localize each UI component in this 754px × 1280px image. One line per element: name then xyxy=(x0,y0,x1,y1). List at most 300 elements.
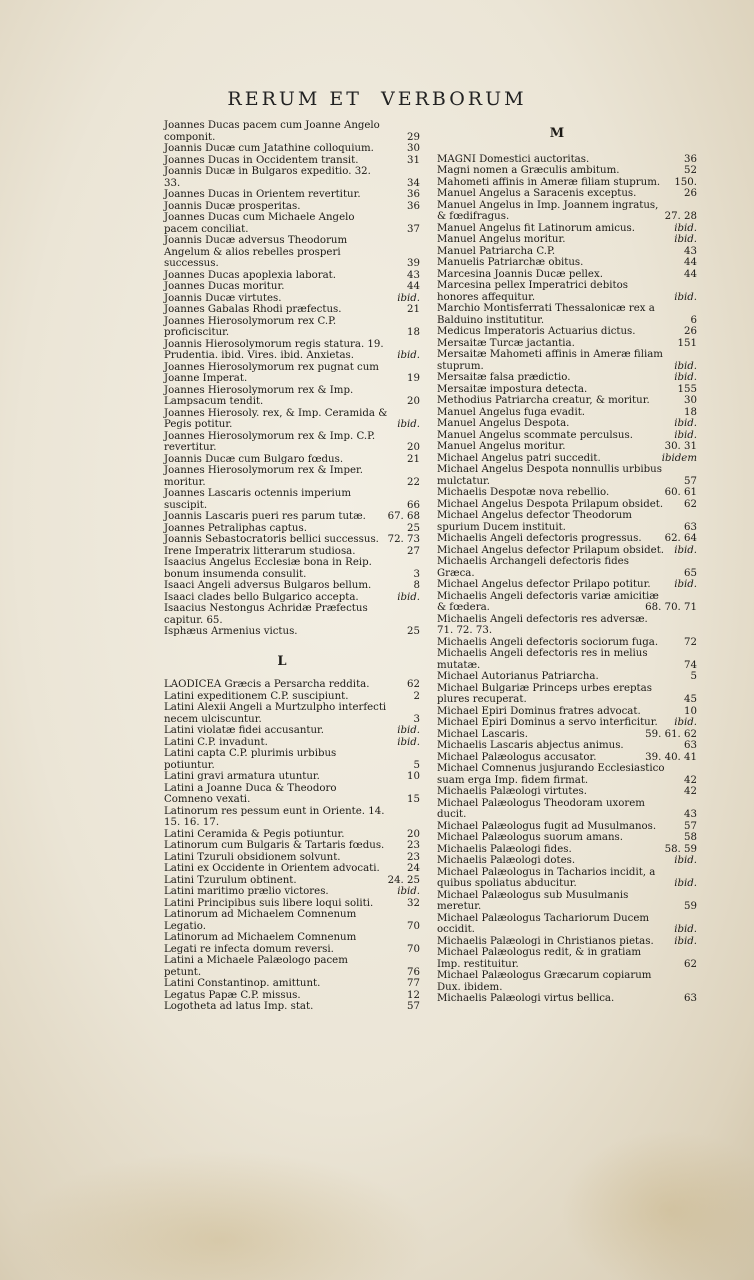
index-entry-page-ref: 70 xyxy=(407,943,420,955)
index-entry-text: Joannes Hierosolymorum rex C.P. proficiscitur. xyxy=(164,315,337,338)
index-entry-page-ref: ibid. xyxy=(674,579,697,590)
index-entry-text: Joannis Ducæ in Bulgaros expeditio. 32. 33. xyxy=(164,166,371,189)
index-entry xyxy=(164,511,420,523)
index-entry-page-ref: 36 xyxy=(684,153,697,165)
index-entry-text: Michaelis Angeli defectoris res in melius mutatæ. xyxy=(437,648,648,671)
index-entry xyxy=(437,821,697,833)
index-entry xyxy=(164,679,420,691)
index-entry-text: Michaelis Palæologi virtus bellica. xyxy=(437,993,615,1004)
index-entry xyxy=(164,120,420,143)
index-entry-page-ref: 42 xyxy=(684,774,697,786)
index-entry-page-ref: 5 xyxy=(413,759,420,771)
index-entry-page-ref: 43 xyxy=(684,245,697,257)
index-entry-page-ref: 18 xyxy=(407,327,420,338)
index-entry-page-ref: 15 xyxy=(407,794,420,805)
index-entry-text: Joannis Ducæ adversus Theodorum Angelum & alios rebelles prosperi successus. xyxy=(164,235,348,269)
index-entry xyxy=(164,155,420,167)
index-entry xyxy=(437,280,697,303)
index-entry-page-ref: 3 xyxy=(413,568,420,580)
index-entry-text: Joannis Ducæ prosperitas. xyxy=(164,200,301,212)
index-entry xyxy=(164,454,420,466)
index-entry xyxy=(164,909,420,932)
index-entry-page-ref: 72. 73 xyxy=(387,534,420,545)
index-entry-page-ref: 59 xyxy=(684,901,697,912)
index-entry-page-ref: 25 xyxy=(407,626,420,637)
index-entry-text: Joannes Ducas in Orientem revertitur. xyxy=(164,189,361,200)
index-entry-text: Latini ex Occidente in Orientem advocati. xyxy=(164,863,380,874)
index-entry xyxy=(164,270,420,282)
index-entry-text: Michael Palæologus Theodoram uxorem ducit. xyxy=(437,797,645,820)
index-entry-page-ref: 72 xyxy=(684,636,697,648)
index-entry-text: Latinorum ad Michaelem Comnenum Legati re infecta domum reversi. xyxy=(164,932,357,955)
index-entry-page-ref: 3 xyxy=(413,713,420,725)
index-entry-page-ref: ibid. xyxy=(674,418,697,429)
index-entry xyxy=(164,212,420,235)
index-entry xyxy=(437,867,697,890)
index-entry-page-ref: 27. 28 xyxy=(664,211,697,222)
index-entry xyxy=(437,349,697,372)
index-entry-page-ref: 23 xyxy=(407,840,420,851)
index-entry xyxy=(164,852,420,864)
index-entry-text: Michael Epiri Dominus fratres advocat. xyxy=(437,705,641,717)
index-entry xyxy=(437,200,697,223)
index-entry xyxy=(164,189,420,201)
index-entry-page-ref: 36 xyxy=(407,200,420,212)
index-entry-page-ref: 6 xyxy=(690,314,697,326)
index-entry-page-ref: 37 xyxy=(407,223,420,235)
index-entry-page-ref: 10 xyxy=(407,771,420,782)
running-head-right: VERBORUM xyxy=(381,88,527,110)
index-entry-text: Isaacius Nestongus Achridæ Præfectus capitur. 65. xyxy=(164,603,368,626)
index-entry-text: Michael Angelus defector Theodorum spurium Ducem instituit. xyxy=(437,510,632,533)
index-entry xyxy=(437,384,697,396)
index-entry-page-ref: ibid. xyxy=(397,419,420,430)
index-entry xyxy=(437,545,697,557)
index-entry xyxy=(164,143,420,155)
index-entry-text: Joannes Ducas in Occidentem transit. xyxy=(164,154,359,166)
index-entry-text: Manuel Angelus moritur. xyxy=(437,441,566,452)
index-entry xyxy=(164,523,420,535)
index-entry-text: Latinorum ad Michaelem Comnenum Legatio. xyxy=(164,909,357,932)
index-entry xyxy=(437,798,697,821)
index-entry xyxy=(164,431,420,454)
index-entry xyxy=(164,691,420,703)
index-entry-text: Joannis Hierosolymorum regis statura. 19. Prudentia. ibid. Vires. ibid. Anxietas. xyxy=(164,338,384,361)
index-entry xyxy=(164,592,420,604)
index-entry-page-ref: ibid. xyxy=(674,924,697,935)
index-list-j xyxy=(164,120,420,638)
index-entry-page-ref: 30 xyxy=(407,143,420,154)
index-entry-text: Manuel Patriarcha C.P. xyxy=(437,245,556,257)
index-entry-text: Manuelis Patriarchæ obitus. xyxy=(437,257,584,268)
index-entry-page-ref: 151 xyxy=(677,337,697,349)
index-entry-page-ref: ibidem xyxy=(661,452,697,464)
index-entry-page-ref: 18 xyxy=(684,406,697,418)
index-entry xyxy=(164,316,420,339)
index-entry-text: Marcesina pellex Imperatrici debitos honores affequitur. xyxy=(437,280,628,303)
letter-heading-m: M xyxy=(549,126,565,141)
index-entry-text: Michael Palæologus fugit ad Musulmanos. xyxy=(437,820,657,832)
index-entry-text: Michael Angelus defector Prilapo potitur. xyxy=(437,579,651,590)
index-entry-text: Magni nomen a Græculis ambitum. xyxy=(437,165,620,176)
index-entry xyxy=(164,955,420,978)
right-column xyxy=(437,120,697,1005)
index-entry-page-ref: ibid. xyxy=(397,736,420,748)
index-entry-text: Joannes Petraliphas captus. xyxy=(164,522,307,534)
index-entry-text: Michael Bulgariæ Princeps urbes ereptas plures recuperat. xyxy=(437,682,652,705)
index-entry-page-ref: 10 xyxy=(684,705,697,717)
index-entry-page-ref: 22 xyxy=(407,476,420,488)
index-entry-text: Manuel Angelus in Imp. Joannem ingratus, & fœdifragus. xyxy=(437,199,659,222)
index-entry-text: Joannes Ducas moritur. xyxy=(164,281,285,292)
index-entry-text: Joannes Hierosolymorum rex & Imp. Lampsacum tendit. xyxy=(164,384,354,407)
index-entry-text: Joannis Ducæ virtutes. xyxy=(164,292,282,304)
index-list-l xyxy=(164,679,420,1013)
index-entry xyxy=(164,771,420,783)
index-entry-text: Latini gravi armatura utuntur. xyxy=(164,771,320,782)
index-entry-text: Latini violatæ fidei accusantur. xyxy=(164,725,325,736)
index-entry-page-ref: 77 xyxy=(407,978,420,989)
index-entry-page-ref: 62 xyxy=(407,679,420,690)
index-entry xyxy=(437,683,697,706)
index-entry xyxy=(164,304,420,316)
index-entry-page-ref: ibid. xyxy=(674,544,697,556)
index-entry xyxy=(164,840,420,852)
index-entry-page-ref: 76 xyxy=(407,966,420,978)
index-entry-text: Isaaci clades bello Bulgarico accepta. xyxy=(164,591,359,603)
index-entry xyxy=(437,637,697,649)
index-entry-page-ref: 65 xyxy=(684,567,697,579)
index-entry xyxy=(437,832,697,844)
water-stain xyxy=(10,1150,430,1280)
index-entry-page-ref: 58 xyxy=(684,832,697,843)
index-entry xyxy=(437,326,697,338)
index-entry-text: Michaelis Palæologi virtutes. xyxy=(437,786,588,797)
index-entry-page-ref: 24. 25 xyxy=(387,874,420,886)
index-entry xyxy=(437,430,697,442)
index-entry-page-ref: 19 xyxy=(407,373,420,384)
index-entry-page-ref: 59. 61. 62 xyxy=(645,728,697,740)
index-entry-page-ref: 57 xyxy=(407,1001,420,1012)
index-entry-page-ref: 70 xyxy=(407,920,420,932)
index-entry-text: Mersaitæ impostura detecta. xyxy=(437,383,588,395)
index-entry xyxy=(437,338,697,350)
index-entry xyxy=(164,293,420,305)
index-entry-page-ref: ibid. xyxy=(674,291,697,303)
index-entry-page-ref: 20 xyxy=(407,396,420,407)
index-entry xyxy=(164,201,420,213)
index-entry-text: Michael Angelus Despota nonnullis urbibus mulctatur. xyxy=(437,464,662,487)
index-entry xyxy=(164,875,420,887)
index-entry xyxy=(164,603,420,626)
index-entry xyxy=(437,223,697,235)
index-entry-page-ref: 29 xyxy=(407,131,420,143)
index-entry xyxy=(164,898,420,910)
index-entry-page-ref: 43 xyxy=(407,269,420,281)
index-entry xyxy=(164,385,420,408)
index-entry xyxy=(437,269,697,281)
index-entry xyxy=(164,166,420,189)
index-entry-page-ref: 30. 31 xyxy=(664,441,697,452)
index-entry-text: Joannis Ducæ cum Jatathine colloquium. xyxy=(164,143,374,154)
index-entry xyxy=(437,303,697,326)
index-entry xyxy=(164,557,420,580)
index-entry-text: Isaacius Angelus Ecclesiæ bona in Reip. bonum insumenda consulit. xyxy=(164,557,372,580)
index-entry xyxy=(164,806,420,829)
index-entry-page-ref: 44 xyxy=(684,268,697,280)
index-entry-text: Marchio Montisferrati Thessalonicæ rex a Balduino institutitur. xyxy=(437,303,655,326)
index-entry-page-ref: 67. 68 xyxy=(387,511,420,522)
index-entry-text: Michael Lascaris. xyxy=(437,728,528,740)
index-entry-text: Michaelis Lascaris abjectus animus. xyxy=(437,740,624,751)
index-entry xyxy=(437,752,697,764)
index-entry xyxy=(164,932,420,955)
index-entry-page-ref: 24 xyxy=(407,863,420,874)
index-entry-page-ref: 30 xyxy=(684,395,697,406)
index-entry xyxy=(164,488,420,511)
index-entry xyxy=(437,970,697,993)
index-entry xyxy=(437,993,697,1005)
index-entry xyxy=(437,418,697,430)
index-entry-text: Michael Angelus patri succedit. xyxy=(437,452,601,464)
index-entry-text: Joannes Hierosolymorum rex & Imper. moritur. xyxy=(164,465,363,488)
index-entry-text: Latini C.P. invadunt. xyxy=(164,736,268,748)
index-entry-text: Joannes Lascaris octennis imperium suscipit. xyxy=(164,488,351,511)
index-entry-text: Joannes Gabalas Rhodi præfectus. xyxy=(164,304,342,315)
index-entry-page-ref: 150. xyxy=(674,176,697,188)
index-entry-text: Mersaitæ Mahometi affinis in Ameræ filiam stuprum. xyxy=(437,349,663,372)
index-entry xyxy=(437,372,697,384)
index-entry-page-ref: ibid. xyxy=(674,360,697,372)
index-entry xyxy=(437,510,697,533)
index-entry xyxy=(437,936,697,948)
index-entry-page-ref: 20 xyxy=(407,442,420,453)
index-entry-page-ref: 39 xyxy=(407,258,420,269)
index-entry xyxy=(437,648,697,671)
index-entry-text: Latini Alexii Angeli a Murtzulpho interfecti necem ulciscuntur. xyxy=(164,702,387,725)
index-entry-text: Michael Autorianus Patriarcha. xyxy=(437,671,599,682)
index-entry-page-ref: 57 xyxy=(684,475,697,487)
index-entry-page-ref: 39. 40. 41 xyxy=(645,751,697,763)
index-entry-page-ref: ibid. xyxy=(674,234,697,245)
index-entry-page-ref: 21 xyxy=(407,453,420,465)
index-entry xyxy=(437,844,697,856)
index-entry xyxy=(437,165,697,177)
index-entry xyxy=(437,763,697,786)
index-entry-page-ref: 5 xyxy=(690,671,697,682)
index-entry-page-ref: 34 xyxy=(407,177,420,189)
index-entry-text: Isaaci Angeli adversus Bulgaros bellum. xyxy=(164,580,372,591)
index-entry-page-ref: 25 xyxy=(407,522,420,534)
letter-heading-l: L xyxy=(277,653,287,669)
index-entry xyxy=(164,235,420,270)
index-entry-page-ref: ibid. xyxy=(397,725,420,736)
index-entry-text: Mersaitæ falsa prædictio. xyxy=(437,372,571,383)
index-entry-text: Michael Palæologus in Tacharios incidit, a quibus spoliatus abducitur. xyxy=(437,866,656,889)
index-entry-text: Michael Palæologus accusator. xyxy=(437,751,597,763)
index-entry xyxy=(164,362,420,385)
index-entry-page-ref: 43 xyxy=(684,809,697,820)
index-entry xyxy=(164,829,420,841)
index-entry-text: Latini Ceramida & Pegis potiuntur. xyxy=(164,828,345,840)
index-entry xyxy=(437,913,697,936)
index-entry-text: Latini a Michaele Palæologo pacem petunt. xyxy=(164,955,348,978)
index-entry-text: LAODICEA Græcis a Persarcha reddita. xyxy=(164,679,370,690)
index-entry-page-ref: 52 xyxy=(684,165,697,176)
index-entry-page-ref: 66 xyxy=(407,499,420,511)
index-entry-page-ref: ibid. xyxy=(674,372,697,383)
index-entry-text: Latini Tzuruli obsidionem solvunt. xyxy=(164,851,341,863)
index-entry-page-ref: 44 xyxy=(407,281,420,292)
index-entry-text: Irene Imperatrix litterarum studiosa. xyxy=(164,545,356,557)
index-entry-text: Isphæus Armenius victus. xyxy=(164,626,298,637)
index-entry xyxy=(437,487,697,499)
index-entry-text: Joannes Ducas pacem cum Joanne Angelo componit. xyxy=(164,120,380,143)
index-entry xyxy=(164,339,420,362)
index-entry-text: Michaelis Palæologi fides. xyxy=(437,843,572,855)
left-column xyxy=(164,120,420,1013)
index-entry-text: Michaelis Angeli defectoris sociorum fuga. xyxy=(437,636,659,648)
index-entry-text: Joannis Sebastocratoris bellici successus. xyxy=(164,534,379,545)
index-entry xyxy=(437,246,697,258)
index-entry-text: Manuel Angelus moritur. xyxy=(437,234,566,245)
index-entry-text: Latini maritimo prælio victores. xyxy=(164,886,329,897)
index-entry-page-ref: 62 xyxy=(684,958,697,970)
index-entry-page-ref: 63 xyxy=(684,521,697,533)
index-entry-page-ref: 62. 64 xyxy=(664,533,697,544)
index-entry xyxy=(437,177,697,189)
index-entry-page-ref: 74 xyxy=(684,659,697,671)
index-entry-text: Joannes Hierosolymorum rex & Imp. C.P. revertitur. xyxy=(164,430,376,453)
index-entry-page-ref: 63 xyxy=(684,993,697,1004)
index-entry-text: Manuel Angelus fit Latinorum amicus. xyxy=(437,222,635,234)
index-entry-page-ref: 23 xyxy=(407,851,420,863)
index-entry xyxy=(437,740,697,752)
index-entry-text: Latini a Joanne Duca & Theodoro Comneno vexati. xyxy=(164,782,337,805)
index-entry xyxy=(437,591,697,614)
index-entry-text: Latini Principibus suis libere loqui soliti. xyxy=(164,897,374,909)
index-entry-page-ref: ibid. xyxy=(674,429,697,441)
index-entry-text: Michael Palæologus Tachariorum Ducem occidit. xyxy=(437,912,650,935)
index-entry xyxy=(164,281,420,293)
index-entry xyxy=(437,234,697,246)
index-entry xyxy=(437,257,697,269)
index-entry xyxy=(437,395,697,407)
index-entry-text: Michaelis Palæologi dotes. xyxy=(437,855,576,866)
index-entry-text: Michaelis Angeli defectoris res adversæ. 71. 72. 73. xyxy=(437,613,648,636)
index-entry-page-ref: ibid. xyxy=(397,886,420,897)
index-entry-text: MAGNI Domestici auctoritas. xyxy=(437,153,590,165)
index-entry-page-ref: 8 xyxy=(413,580,420,591)
index-entry-text: Latini capta C.P. plurimis urbibus potiuntur. xyxy=(164,748,337,771)
index-entry xyxy=(164,408,420,431)
index-entry-page-ref: ibid. xyxy=(397,292,420,304)
index-entry-text: Michaelis Angeli defectoris progressus. xyxy=(437,533,642,544)
index-entry xyxy=(437,556,697,579)
index-entry-text: Joannes Ducas apoplexia laborat. xyxy=(164,269,336,281)
index-entry-page-ref: 57 xyxy=(684,820,697,832)
index-entry-text: Joannis Ducæ cum Bulgaro fœdus. xyxy=(164,453,344,465)
index-entry xyxy=(164,626,420,638)
index-entry-text: Michael Epiri Dominus a servo interficitur. xyxy=(437,717,658,728)
running-head-left: RERUM ET xyxy=(227,88,362,110)
index-entry-page-ref: 32 xyxy=(407,897,420,909)
index-entry xyxy=(437,671,697,683)
index-entry-text: Methodius Patriarcha creatur, & moritur. xyxy=(437,395,650,406)
index-entry-text: Michael Palæologus Græcarum copiarum Dux. ibidem. xyxy=(437,970,652,993)
index-entry-text: Medicus Imperatoris Actuarius dictus. xyxy=(437,326,636,337)
index-entry xyxy=(164,863,420,875)
index-entry-text: Latinorum cum Bulgaris & Tartaris fœdus. xyxy=(164,840,385,851)
index-entry-text: Michaelis Angeli defectoris variæ amicitiæ & fœdera. xyxy=(437,590,659,613)
index-entry-text: Marcesina Joannis Ducæ pellex. xyxy=(437,268,603,280)
index-entry-text: Manuel Angelus Despota. xyxy=(437,418,570,429)
index-entry xyxy=(164,886,420,898)
index-entry xyxy=(164,725,420,737)
index-entry-page-ref: 2 xyxy=(413,690,420,702)
index-entry-text: Joannes Ducas cum Michaele Angelo pacem conciliat. xyxy=(164,212,355,235)
index-entry xyxy=(164,534,420,546)
index-entry-text: Michaelis Archangeli defectoris fides Græca. xyxy=(437,556,629,579)
index-entry-text: Manuel Angelus fuga evadit. xyxy=(437,406,586,418)
index-entry-page-ref: ibid. xyxy=(674,717,697,728)
index-entry-text: Michael Angelus defector Prilapum obsidet. xyxy=(437,544,665,556)
index-entry-page-ref: 155 xyxy=(677,383,697,395)
index-entry xyxy=(164,580,420,592)
index-entry-page-ref: 36 xyxy=(407,189,420,200)
index-entry xyxy=(437,786,697,798)
index-entry-text: Logotheta ad latus Imp. stat. xyxy=(164,1001,314,1012)
index-entry-text: Michael Comnenus jusjurando Ecclesiastico suam erga Imp. fidem firmat. xyxy=(437,763,665,786)
index-entry-text: Michael Palæologus sub Musulmanis meretur. xyxy=(437,889,629,912)
index-entry-text: Michaelis Despotæ nova rebellio. xyxy=(437,487,610,498)
index-entry-page-ref: ibid. xyxy=(674,222,697,234)
index-entry-page-ref: 26 xyxy=(684,326,697,337)
index-entry xyxy=(437,533,697,545)
index-entry-page-ref: 58. 59 xyxy=(664,843,697,855)
index-entry xyxy=(437,717,697,729)
index-entry-page-ref: 42 xyxy=(684,786,697,797)
index-entry-text: Latini expeditionem C.P. suscipiunt. xyxy=(164,690,349,702)
index-entry xyxy=(437,947,697,970)
index-entry xyxy=(437,729,697,741)
index-entry-page-ref: ibid. xyxy=(397,591,420,603)
water-stain xyxy=(560,1130,754,1280)
index-entry xyxy=(437,706,697,718)
index-entry-text: Manuel Angelus a Saracenis exceptus. xyxy=(437,188,637,199)
index-entry-page-ref: 26 xyxy=(684,188,697,199)
index-entry xyxy=(437,579,697,591)
index-entry xyxy=(437,453,697,465)
index-entry xyxy=(437,464,697,487)
running-head xyxy=(0,88,754,110)
index-entry xyxy=(164,978,420,990)
index-entry xyxy=(437,441,697,453)
index-entry xyxy=(164,465,420,488)
index-entry-text: Michael Palæologus suorum amans. xyxy=(437,832,624,843)
index-entry-page-ref: 21 xyxy=(407,304,420,315)
index-entry-text: Michael Palæologus redit, & in gratiam Imp. restituitur. xyxy=(437,947,642,970)
index-entry-page-ref: ibid. xyxy=(674,878,697,889)
index-entry xyxy=(437,890,697,913)
index-entry-text: Joannis Lascaris pueri res parum tutæ. xyxy=(164,511,366,522)
index-entry-page-ref: 62 xyxy=(684,498,697,510)
index-entry xyxy=(437,499,697,511)
index-entry xyxy=(437,614,697,637)
index-entry xyxy=(437,855,697,867)
index-entry-page-ref: 12 xyxy=(407,989,420,1001)
index-entry xyxy=(437,407,697,419)
